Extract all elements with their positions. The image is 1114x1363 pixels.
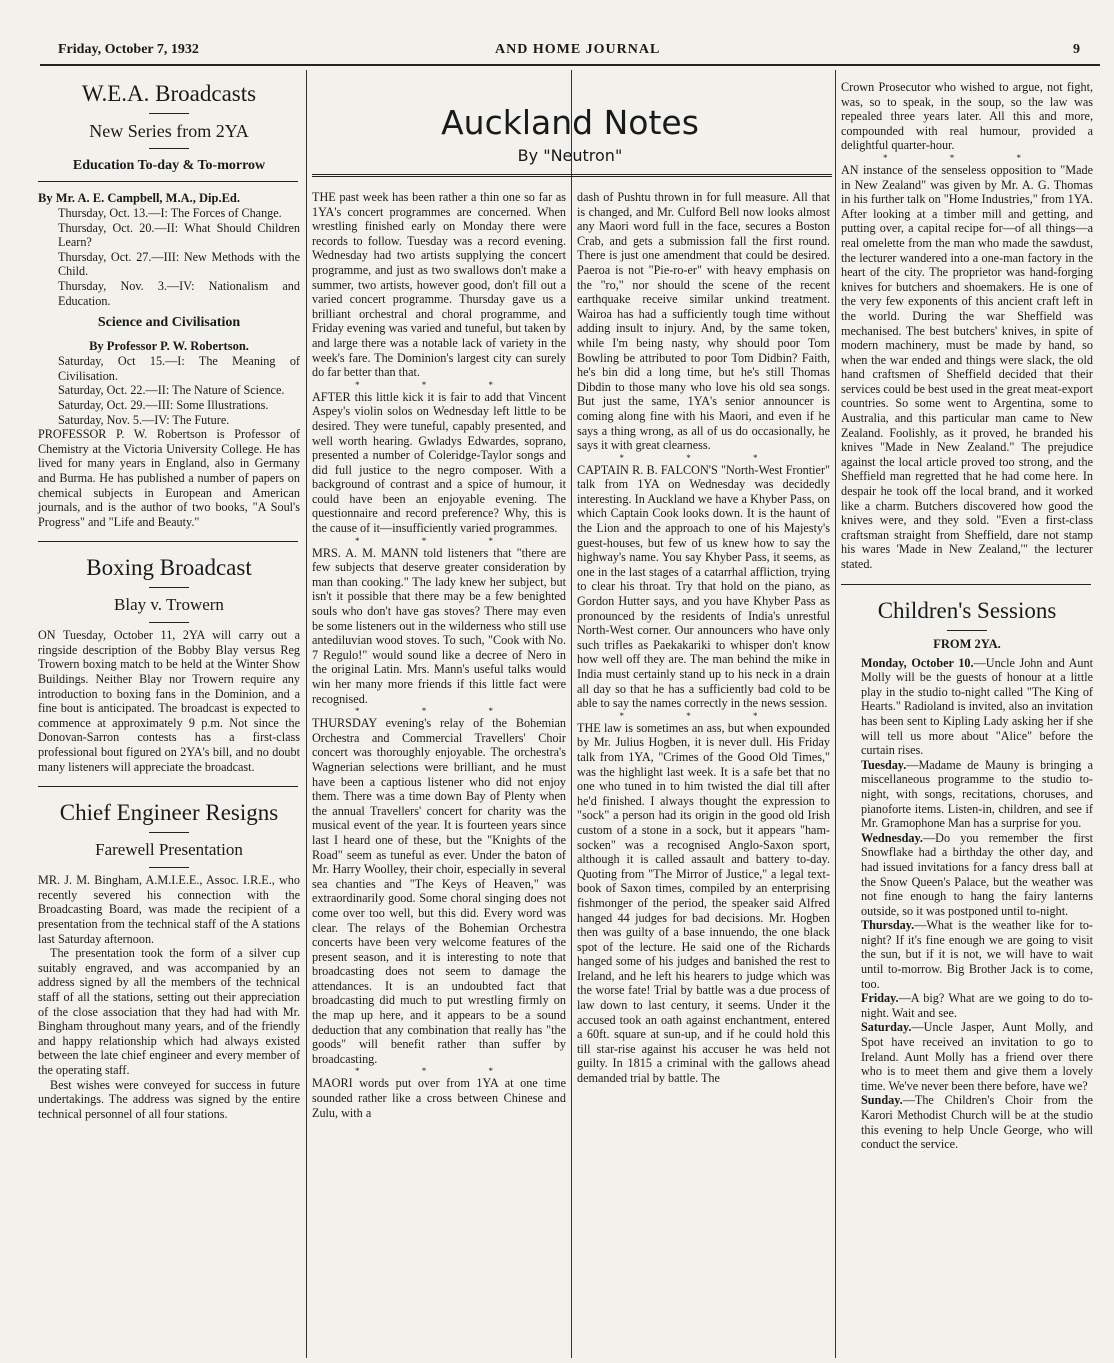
article-paragraph: AN instance of the senseless opposition to "Made in New Zealand" was given by Mr. A. G. Thomas in his further talk on "Home Industries," from 1YA. After looking at a timber mill and getting, and putting over, a capital recipe for—of all things—a real omelette from the man who made the sawdust, the lecturer wandered into a one-man factory in the heart of the city. The proprietor was hand-forging knives for butchers and shoemakers. He is one of the very few exponents of this ancient craft left in the world. During the war Sheffield was mechanised. The best butchers' knives, in spite of modern machinery, must be made by hand, so when the war ended and things were slack, the old hand craftsmen of Sheffield decided that their services could be best used in the great meat-export countries. So some went to Argentina, some to Australia, and this particular man came to New Zealand. Foolishly, as it proved, he branded his knives "Made in New Zealand." The prejudice against the local article proved too strong, and the Sheffield man regretted that he had come here. In despair he took off the local brand, and it worked like a charm. Butchers discovered how good the knives were, and they sold. "Even a first-class craftsman straight from Sheffield, dare not stamp his wares 'Made in New Zealand,'" the lecturer stated. [841,162,1093,571]
column-rule [571,70,572,1358]
column-rule [835,70,836,1358]
children-entry-text: —Madame de Mauny is bringing a miscellaneous programme to the studio to-night, with songs, recitations, choruses, and pianoforte items. Listen-in, children, and see if Mr. Gramophone Man has a surprise for you. [861,757,1093,831]
children-entry [841,1020,1093,1093]
separator-stars: * * * [619,710,788,721]
separator-stars: * * * [355,1066,523,1077]
children-entry-text: —Uncle Jasper, Aunt Molly, and Spot have received an invitation to go to Ireland. Aunt Molly has a friend over there who is to meet them and give them a lovely time. We've never been there before, have we? [861,1020,1093,1093]
boxing-subtitle: Blay v. Trowern [114,595,224,615]
children-entry [841,831,1093,919]
header-title: AND HOME JOURNAL [495,42,661,57]
children-entry-text: —A big? What are we going to do to-night. Wait and see. [861,991,1093,1020]
children-entry-day: Tuesday. [861,757,907,772]
separator-stars: * * * [619,452,788,463]
children-entry-day: Saturday. [861,1020,912,1035]
divider [149,867,189,868]
children-entry-text: —What is the weather like for to-night? If it's fine enough we are going to visit the sun, but if it is not, we will have to wait until to-morrow. Big Brother Jack is to come, too. [861,918,1093,991]
article-paragraph: THE past week has been rather a thin one so far as 1YA's concert programmes are concerned. When wrestling finished early on Monday there were records to follow. Tuesday was a record evening. Wednesday had two artists supplying the concert programme, and just as two swallows don't make a summer, two artists, however good, don't fill out a varied concert programme. Thursday gave us a brilliant orchestral and choral programme, and Friday evening was varied and tuneful, but taken by and large there was a notable lack of variety in the week's fare. The Dominion's largest city can surely do far better than that. [312,190,566,380]
talk-item: Saturday, Oct. 29.—III: Some Illustrations. [58,397,269,412]
column-1 [38,80,300,1121]
separator-stars: * * * [355,706,523,717]
talk-item: Thursday, Oct. 20.—II: What Should Children Learn? [58,220,300,250]
children-entry [841,1093,1093,1151]
divider [149,587,189,588]
divider [149,832,189,833]
wea-title: W.E.A. Broadcasts [81,81,257,106]
auckland-title: Auckland Notes [441,103,699,142]
page-header [40,42,1080,62]
boxing-title: Boxing Broadcast [86,555,252,581]
talk-item: Saturday, Oct 15.—I: The Meaning of Civilisation. [58,354,300,383]
children-entry-day: Friday. [861,991,899,1006]
wea-byline-2: By Professor P. W. Robertson. [89,339,249,354]
children-entry [841,918,1093,991]
article-paragraph: THURSDAY evening's relay of the Bohemian Orchestra and Commercial Travellers' Choir concert was thoroughly enjoyable. The orchestra's Wagnerian selections were brilliant, and he must have been a captious listener who did not enjoy them. There was a time down Bay of Plenty when the annual Travellers' concert for charity was the musical event of the year. It is fourteen years since last I heard one of these, but the "Knights of the Road" seem as tuneful as ever. Under the baton of Mr. Harry Woolley, their choir, especially in several sea chanties and "The Keys of Heaven," was extraordinarily good. Some choral singing does not come over too well, but this did. Every word was clear. The relays of the Bohemian Orchestra concerts have been very welcome features of the present season, and it is interesting to note that broadcasting does not seem to damage the attendances. It is an undoubted fact that broadcasting did much to put wrestling firmly on the map up here, and it appears to be a sound deduction that any combination that really has "the goods" will benefit rather than suffer by broadcasting. [312,716,566,1066]
children-subtitle: FROM 2YA. [933,636,1001,651]
article-paragraph: CAPTAIN R. B. FALCON'S "North-West Frontier" talk from 1YA on Wednesday was decidedly interesting. In Auckland we have a Khyber Pass, on which Captain Cook looks down. It is the haunt of the Lion and the approach to one of his Majesty's guest-houses, but few of us knew how to say the highway's name. You say Khyber Pass, it seems, as one in the last stages of a catarrhal affliction, trying to clear his throat. Try that hold on the piano, as Gordon Hutter says, and you have Khyber Pass as pronounced by the residents of India's unrestful North-West corner. Our announcers who have only such trifles as Paekakariki to whisper don't know how well off they are. The man behind the mike in India must certainly stand up to his neck in a drain all day so that he has a sufficiently bad cold to be able to say the names correctly in the news session. [577,462,830,711]
wea-bio: PROFESSOR P. W. Robertson is Professor of Chemistry at the Victoria University College. He has lived for many years in England, also in Germany and Burma. He has published a number of papers on chemical subjects in European and American journals, and is the author of two books, "A Soul's Progress" and "Life and Beauty." [38,427,300,529]
children-entry [841,656,1093,758]
article-paragraph: MAORI words put over from 1YA at one time sounded rather like a cross between Chinese and Zulu, with a [312,1076,566,1120]
talk-item: Thursday, Oct. 13.—I: The Forces of Change. [58,206,282,220]
article-paragraph: MRS. A. M. MANN told listeners that "there are few subjects that deserve greater consideration by man than cooking." The lady knew her subject, but isn't it possible that there may be a few benighted souls who don't have gas stoves? There may even be some listeners out in the wilderness who still use antediluvian wood stoves. To such, "Cook with No. 7 Regulo!" would sound like a decree of Nero in the original Latin. Mrs. Mann's useful talks would win her many more friends if this little fact were recognised. [312,545,566,706]
wea-section-1: Education To-day & To-morrow [72,158,266,173]
divider [38,786,298,787]
talk-item: Thursday, Nov. 3.—IV: Nationalism and Education. [58,278,300,308]
page-number: 9 [1073,42,1080,57]
divider [38,181,298,182]
boxing-body: ON Tuesday, October 11, 2YA will carry out a ringside description of the Bobby Blay versus Reg Trowern boxing match to be held at the Winter Show Buildings. Neither Blay nor Trowern require any introduction to boxing fans in the Dominion, and a fine bout is anticipated. The broadcast is expected to commence at approximately 9 p.m. Not since the Donovan-Sarron contests has a first-class professional bout figured on 2YA's bill, and no doubt many listeners will appreciate the broadcast. [38,628,300,774]
wea-byline-1: By Mr. A. E. Campbell, M.A., Dip.Ed. [38,191,240,205]
talk-item: Saturday, Nov. 5.—IV: The Future. [58,412,230,427]
children-entry-day: Thursday. [861,918,915,933]
divider [149,622,189,623]
column-2 [312,190,566,1120]
engineer-subtitle: Farewell Presentation [95,840,243,860]
header-rule [40,64,1100,66]
article-paragraph: dash of Pushtu thrown in for full measure. All that is changed, and Mr. Culford Bell now looks almost any Maori word full in the face, secures a Boston Crab, and gets a submission fall the first round. There is just one amendment that could be desired. Paeroa is not "Pie-ro-er" with heavy emphasis on the "ro," nor should the scene of the recent earthquake receive similar unkind treatment. Wairoa has had a sufficiently tough time without adding insult to injury. And, by the same token, while I'm being nasty, why should poor Tom Bowling be attributed to poor Tom Didbin? Faith, he's bin did a long time, but he's still Thomas Dibdin to those many who love his old sea songs. But just the same, 1YA's senior announcer is coming along fine with his Maori, and even if he says a thing wrong, as all of us do occasionally, he says it with great clearness. [577,190,830,453]
auckland-byline: By "Neutron" [517,146,623,165]
talk-item: Thursday, Oct. 27.—III: New Methods with the Child. [58,249,300,279]
separator-stars: * * * [883,152,1051,163]
children-entry-day: Monday, October 10. [861,655,974,670]
wea-section-2: Science and Civilisation [97,315,241,331]
separator-stars: * * * [355,379,523,390]
separator-stars: * * * [355,535,523,546]
engineer-paragraph: The presentation took the form of a silver cup suitably engraved, and was accompanied by an address signed by all the members of the technical staff of all the stations, setting out their appreciation of the close association that they had had with Mr. Bingham throughout many years, and of the friendly and happy relationship which had always existed between the late chief engineer and every member of the operating staff. [38,946,300,1077]
children-entry-day: Sunday. [861,1093,903,1108]
children-entry-day: Wednesday. [861,830,923,845]
talk-item: Saturday, Oct. 22.—II: The Nature of Science. [58,383,285,398]
children-entry-text: —The Children's Choir from the Karori Methodist Church will be at the studio this evening to help Uncle George, who will conduct the service. [861,1093,1093,1152]
column-3 [577,190,830,1086]
divider [38,541,298,542]
engineer-paragraph: MR. J. M. Bingham, A.M.I.E.E., Assoc. I.R.E., who recently severed his connection with the Broadcasting Board, was made the recipient of a presentation from the technical staff of the A stations last Saturday afternoon. [38,873,300,946]
article-paragraph: Crown Prosecutor who wished to argue, not fight, was, so to speak, in the soup, so the law was repealed three years later. All this and more, compounded with real humour, provided a delightful quarter-hour. [841,80,1093,153]
header-date: Friday, October 7, 1932 [58,42,199,57]
column-rule [306,70,307,1358]
divider [841,584,1091,585]
divider [947,630,987,631]
article-paragraph: THE law is sometimes an ass, but when expounded by Mr. Julius Hogben, it is never dull. His Friday talk from 1YA, "Crimes of the Good Old Times," was the highlight last week. It is a safe bet that no one who tuned in to him twisted the dial till after he'd finished. I always thought the expression to "sock" a person had its origin in the good old Irish custom of a stone in a sock, but it appears "ham-socken" was a recognised Anglo-Saxon sport, although it is called assault and battery to-day. Quoting from "The Mirror of Justice," a legal text-book of Saxon times, compiled by an enterprising fishmonger of the period, the speaker said Alfred hanged 44 judges for bad decisions. Mr. Hogben then was guilty of a base innuendo, the one black spot of the lecture. He said one of the Richards hanged some of his judges and banished the rest to Ireland, and he left his hearers to judge which was the worse fate! Trial by battle was a due process of law down to last century, it seems. Under it the accused took an oath against enchantment, entered a 60ft. square at sun-up, and if he could hold this till star-rise against his accuser he was held not guilty. In 1815 a criminal with the gallows ahead demanded trial by battle. The [577,720,830,1086]
engineer-paragraph: Best wishes were conveyed for success in future undertakings. The address was signed by the entire technical personnel of all four stations. [38,1077,300,1121]
children-entry-text: —Uncle John and Aunt Molly will be the guests of honour at a little play in the studio to-night called "The King of Hearts." Radioland is invited, also an invitation has been sent to Kipling Lady asking her if she will tell us more about "Alice" before the curtain rises. [861,655,1093,758]
divider [149,148,189,149]
children-entry [841,991,1093,1020]
column-4 [841,80,1093,1152]
children-entry [841,758,1093,831]
title-rule [312,174,832,177]
article-paragraph: AFTER this little kick it is fair to add that Vincent Aspey's violin solos on Wednesday left little to be desired. They were tuneful, capably presented, and well worth hearing. Gwladys Edwardes, soprano, presented a number of Coleridge-Taylor songs and did full justice to the negro composer. With a background of contrast and a spice of humour, it could have been an enjoyable evening. The questionnaire and record preference? Why, this is the cause of it—insufficiently varied programmes. [312,389,566,536]
engineer-title: Chief Engineer Resigns [59,800,279,826]
children-entry-text: —Do you remember the first Snowflake had a birthday the other day, and had issued invitations for a fancy dress ball at the Snow Queen's Palace, but the weather was not fine enough to hang the fairy lanterns outside, so it was postponed until to-night. [861,830,1093,918]
wea-subtitle: New Series from 2YA [89,121,249,141]
children-title: Children's Sessions [877,597,1057,623]
divider [149,113,189,114]
